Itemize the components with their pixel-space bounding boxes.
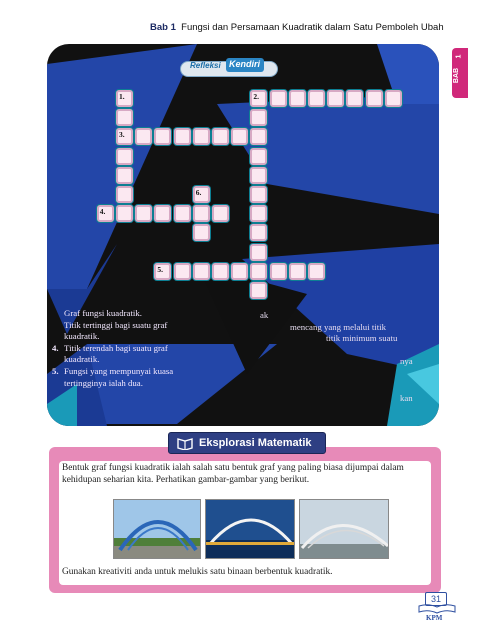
clue-fragment: kan bbox=[400, 393, 413, 403]
chapter-label: Bab 1 bbox=[150, 22, 176, 33]
crossword-cell[interactable] bbox=[289, 263, 306, 280]
badge-word-refleksi: Refleksi bbox=[190, 61, 221, 70]
bridge-photo bbox=[113, 499, 201, 559]
clue-line: tertingginya ialah dua. bbox=[64, 377, 143, 388]
clue-line: 5. Fungsi yang mempunyai kuasa bbox=[52, 365, 174, 376]
crossword-cell[interactable] bbox=[385, 90, 402, 107]
crossword-cell[interactable] bbox=[327, 90, 344, 107]
crossword-cell[interactable] bbox=[116, 109, 133, 126]
kpm-logo: KPM bbox=[426, 614, 443, 622]
crossword-cell[interactable] bbox=[135, 205, 152, 222]
clue-line: kuadratik. bbox=[64, 331, 100, 342]
crossword-cell[interactable] bbox=[212, 128, 229, 145]
crossword-cell[interactable] bbox=[346, 90, 363, 107]
refleksi-kendiri-badge bbox=[180, 57, 292, 79]
page-number-badge bbox=[417, 592, 457, 628]
crossword-number: 1. bbox=[119, 92, 125, 101]
crossword-cell[interactable] bbox=[193, 128, 210, 145]
crossword-cell[interactable] bbox=[174, 205, 191, 222]
crossword-cell[interactable] bbox=[250, 263, 267, 280]
crossword-cell[interactable] bbox=[193, 224, 210, 241]
crossword-cell[interactable] bbox=[135, 128, 152, 145]
crossword-cell[interactable] bbox=[250, 167, 267, 184]
crossword-cell[interactable] bbox=[231, 128, 248, 145]
bridge-photos bbox=[113, 499, 389, 559]
clue-line: Graf fungsi kuadratik. bbox=[64, 308, 142, 318]
book-icon bbox=[177, 437, 193, 450]
crossword-cell[interactable] bbox=[250, 205, 267, 222]
crossword-cell[interactable] bbox=[116, 167, 133, 184]
page-header bbox=[150, 22, 450, 33]
eksplorasi-title: Eksplorasi Matematik bbox=[199, 437, 312, 449]
crossword-cell[interactable] bbox=[270, 263, 287, 280]
side-tab-label: BAB bbox=[453, 67, 461, 84]
crossword-cell[interactable] bbox=[231, 263, 248, 280]
badge-word-kendiri: Kendiri bbox=[226, 58, 264, 72]
crossword-cell[interactable] bbox=[154, 128, 171, 145]
crossword-cell[interactable] bbox=[212, 205, 229, 222]
crossword-cell[interactable] bbox=[250, 186, 267, 203]
eksplorasi-body bbox=[62, 462, 430, 486]
crossword-cell[interactable] bbox=[212, 263, 229, 280]
bridge-photo bbox=[205, 499, 295, 559]
crossword-cell[interactable] bbox=[116, 205, 133, 222]
crossword-cell[interactable] bbox=[193, 205, 210, 222]
crossword-cell[interactable] bbox=[270, 90, 287, 107]
clue-fragment: ak bbox=[260, 310, 269, 320]
crossword-cell[interactable] bbox=[250, 244, 267, 261]
crossword-cell[interactable] bbox=[250, 109, 267, 126]
side-tab-number: 1 bbox=[455, 54, 463, 59]
crossword-number: 6. bbox=[195, 188, 202, 197]
clue-fragment: mencang yang melalui titik bbox=[290, 322, 387, 332]
eksplorasi-title-bar bbox=[168, 432, 326, 454]
crossword-cell[interactable] bbox=[308, 90, 325, 107]
crossword-cell[interactable] bbox=[366, 90, 383, 107]
clue-fragment: titik minimum suatu bbox=[326, 333, 398, 343]
crossword-cell[interactable] bbox=[174, 263, 191, 280]
crossword-cell[interactable] bbox=[250, 282, 267, 299]
crossword-cell[interactable] bbox=[289, 90, 306, 107]
crossword-cell[interactable] bbox=[308, 263, 325, 280]
crossword-cell[interactable] bbox=[174, 128, 191, 145]
crossword-cell[interactable] bbox=[154, 205, 171, 222]
crossword-cell[interactable] bbox=[193, 263, 210, 280]
crossword-cell[interactable] bbox=[116, 186, 133, 203]
crossword-number: 4. bbox=[99, 207, 106, 217]
crossword-cell[interactable] bbox=[250, 128, 267, 145]
clue-fragment: nya bbox=[400, 356, 413, 366]
clue-line: kuadratik. bbox=[64, 354, 100, 365]
eksplorasi-footer: Gunakan kreativiti anda untuk melukis satu binaan berbentuk kuadratik. bbox=[62, 567, 333, 577]
clue-line: 4. Titik terendah bagi suatu graf bbox=[52, 342, 168, 353]
crossword-cell[interactable] bbox=[250, 224, 267, 241]
clue-line: Titik tertinggi bagi suatu graf bbox=[64, 319, 168, 330]
eksplorasi-line: Bentuk graf fungsi kuadratik ialah salah satu bentuk graf yang paling biasa dijumpai dalam bbox=[62, 463, 404, 473]
crossword-number: 5. bbox=[157, 264, 164, 274]
crossword-cell[interactable] bbox=[250, 148, 267, 165]
bridge-photo bbox=[299, 499, 389, 559]
crossword-number: 3. bbox=[119, 130, 125, 140]
eksplorasi-line: kehidupan seharian kita. Perhatikan gambar-gambar yang berikut. bbox=[62, 475, 310, 486]
crossword-clues bbox=[52, 308, 222, 389]
crossword-number: 2. bbox=[253, 92, 260, 101]
page-number: 31 bbox=[425, 592, 447, 606]
crossword-cell[interactable] bbox=[116, 148, 133, 165]
chapter-title: Fungsi dan Persamaan Kuadratik dalam Satu Pemboleh Ubah bbox=[181, 22, 444, 33]
open-book-icon bbox=[417, 604, 457, 614]
chapter-side-tab[interactable] bbox=[452, 48, 468, 98]
